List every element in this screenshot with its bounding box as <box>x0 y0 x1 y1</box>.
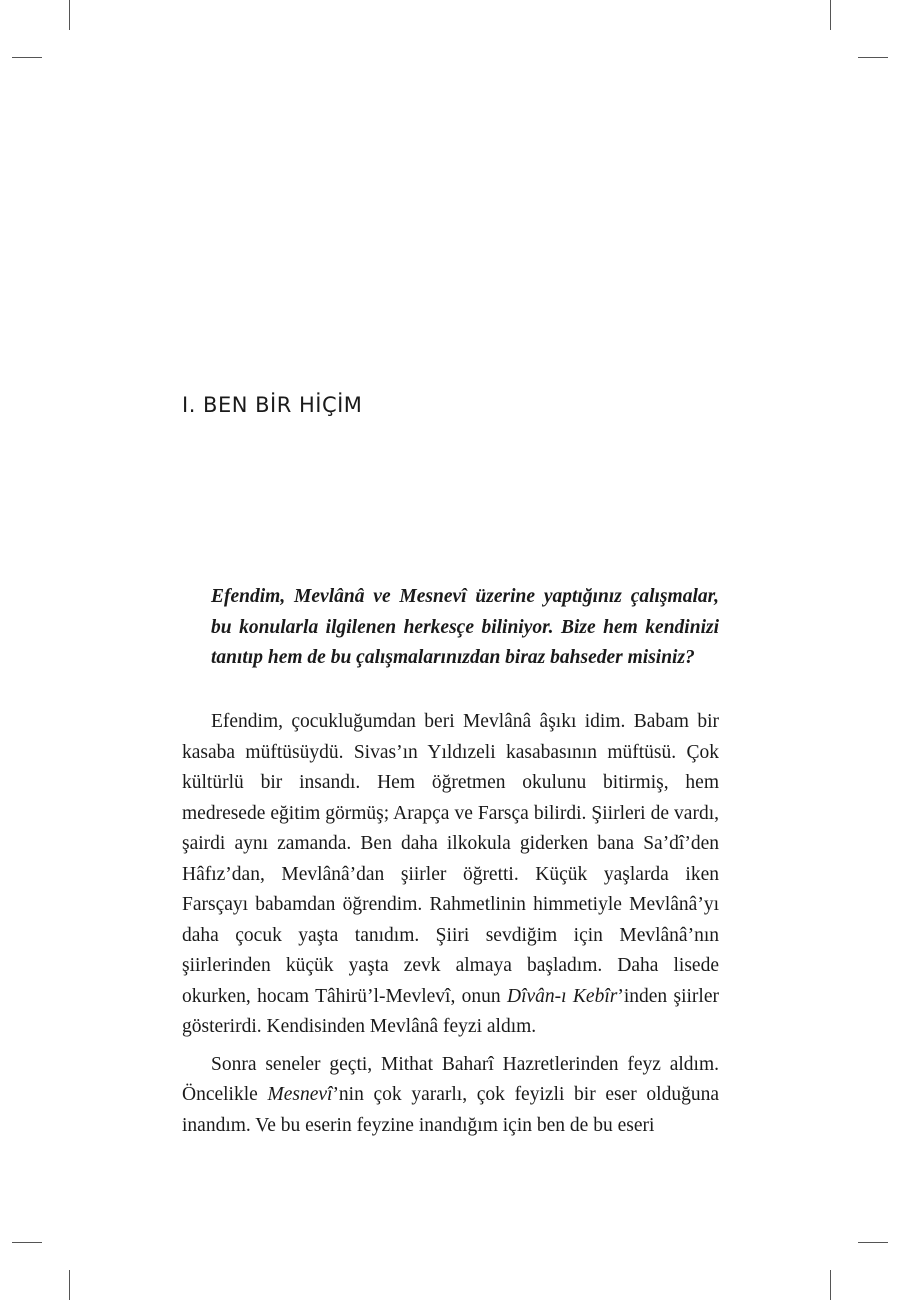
paragraph <box>182 707 719 1043</box>
crop-mark-bottom-left <box>69 1270 70 1300</box>
paragraph-text: Efendim, çocukluğumdan beri Mevlânâ âşıkı idim. Babam bir kasaba müftüsüydü. Sivas’ın Yıldızeli kasabasının müftüsü. Çok kültürlü bir insandı. Hem öğretmen okulunu bitirmiş, hem medresede eğitim görmüş; Arapça ve Farsça bilirdi. Şiirleri de vardı, şairdi aynı zamanda. Ben daha ilkokula giderken bana Sa’dî’den Hâfız’dan, Mevlânâ’dan şiirler öğretti. Küçük yaşlarda iken Farsçayı babamdan öğrendim. Rahmetlinin himmetiyle Mevlânâ’yı daha çocuk yaşta tanıdım. Şiiri sevdiğim için Mevlânâ’nın şiirlerinden küçük yaşta zevk almaya başladım. Daha lisede okurken, hocam Tâhirü’l-Mevlevî, onun <box>182 711 719 1007</box>
crop-mark-top-left <box>69 0 70 30</box>
crop-mark-bottom-right <box>830 1270 831 1300</box>
crop-mark-bottom-right-horizontal <box>858 1242 888 1243</box>
book-title: Mesnevî <box>267 1084 333 1105</box>
chapter-title: I. BEN BİR HİÇİM <box>182 393 363 417</box>
crop-mark-top-left-horizontal <box>12 57 42 58</box>
crop-mark-top-right-horizontal <box>858 57 888 58</box>
crop-mark-bottom-left-horizontal <box>12 1242 42 1243</box>
paragraph-text: ’nin çok yararlı, çok feyizli bir eser olduğuna inandım. Ve bu eserin feyzine inandığım için ben de bu eseri <box>182 1084 719 1136</box>
paragraph-text: ’inden şiirler gösterirdi. Kendisinden Mevlânâ feyzi aldım. <box>182 985 719 1037</box>
crop-mark-top-right <box>830 0 831 30</box>
book-title: Dîvân-ı Kebîr <box>507 985 618 1007</box>
body-text <box>182 707 719 1148</box>
interview-question: Efendim, Mevlânâ ve Mesnevî üzerine yaptığınız çalışmalar, bu konularla ilgilenen herkesçe biliniyor. Bize hem kendinizi tanıtıp hem de bu çalışmalarınızdan biraz bahseder misiniz? <box>211 586 719 668</box>
paragraph-text: Sonra seneler geçti, Mithat Baharî Hazretlerinden feyz aldım. Öncelikle <box>182 1053 719 1105</box>
paragraph <box>182 1050 719 1142</box>
